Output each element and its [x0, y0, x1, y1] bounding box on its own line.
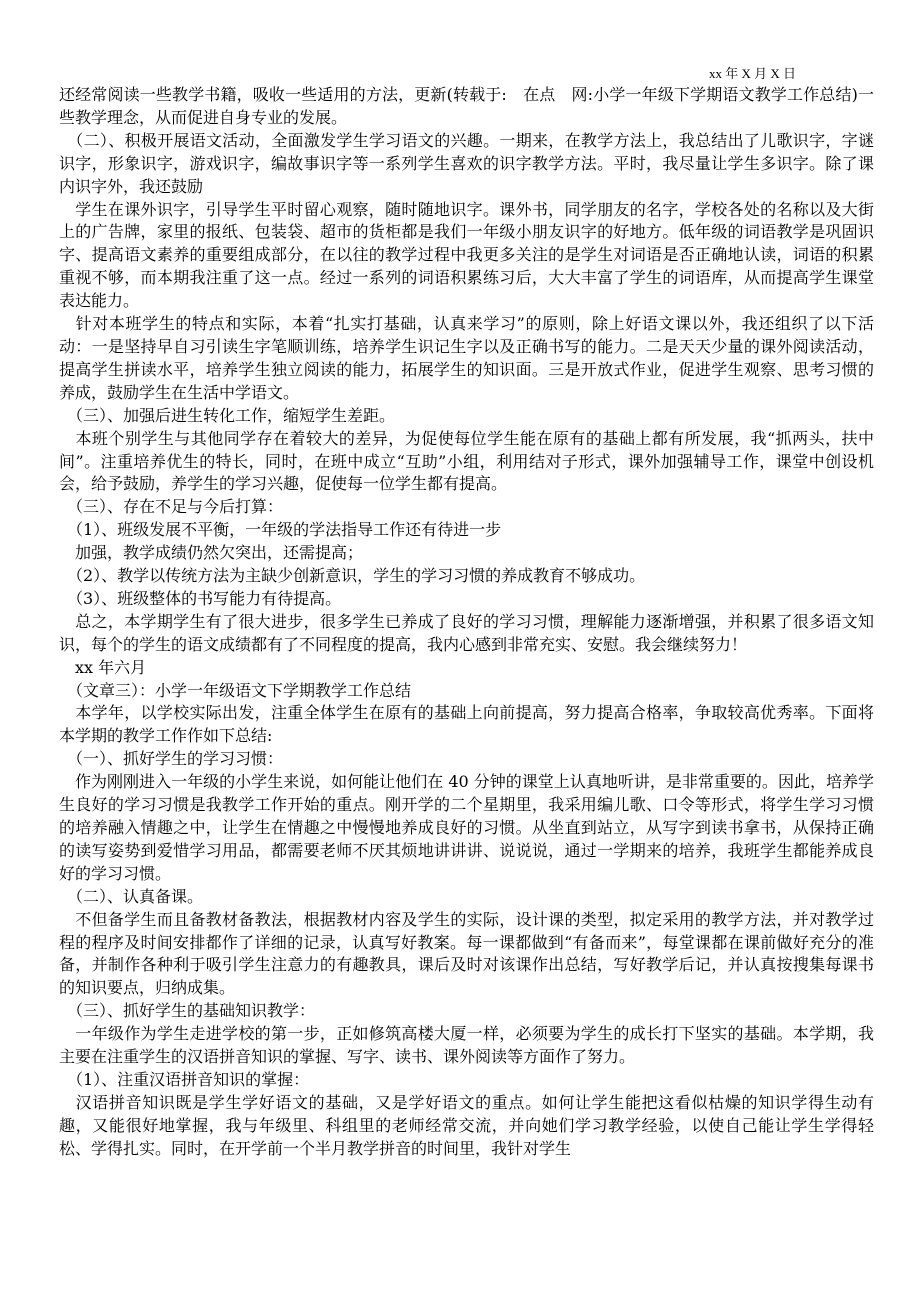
date-line: xx 年六月	[59, 657, 147, 677]
paragraph: 加强，教学成绩仍然欠突出，还需提高；	[59, 543, 364, 563]
section-heading: （二）、认真备课。	[59, 886, 204, 906]
list-item: （2）、教学以传统方法为主缺少创新意识，学生的学习习惯的养成教育不够成功。	[59, 566, 646, 586]
paragraph: 作为刚刚进入一年级的小学生来说，如何能让他们在 40 分钟的课堂上认真地听讲，是非常重要的。因此，培养学生良好的学习习惯是我教学工作开始的重点。刚开学的二个星期里，我采用编儿歌、口令等形式，将学生学习习惯的培养融入情趣之中，让学生在情趣之中慢慢地养成良好的习惯。从坐直到站立，从写字到读书拿书，从保持正确的读写姿势到爱惜学习用品，都需要老师不厌其烦地讲讲讲、说说说，通过一学期来的培养，我班学生都能养成良好的学习习惯。	[59, 772, 874, 883]
paragraph: 针对本班学生的特点和实际，本着“扎实打基础，认真来学习”的原则，除上好语文课以外，我还组织了以下活动：一是坚持早自习引读生字笔顺训练，培养学生识记生字以及正确书写的能力。二是天天少量的课外阅读活动，提高学生拼读水平，培养学生独立阅读的能力，拓展学生的知识面。三是开放式作业，促进学生观察、思考习惯的养成，鼓励学生在生活中学语文。	[59, 314, 874, 402]
section-heading: （一）、抓好学生的学习习惯：	[59, 749, 284, 769]
paragraph: 本班个别学生与其他同学存在着较大的差异，为促使每位学生能在原有的基础上都有所发展，我“抓两头，扶中间”。注重培养优生的特长，同时，在班中成立“互助”小组，利用结对子形式，课外加强辅导工作，课堂中创设机会，给予鼓励，养学生的学习兴趣，促使每一位学生都有提高。	[59, 428, 874, 494]
paragraph: 汉语拼音知识既是学生学好语文的基础，又是学好语文的重点。如何让学生能把这看似枯燥的知识学得生动有趣，又能很好地掌握，我与年级里、科组里的老师经常交流，并向她们学习教学经验，以使自己能让学生学得轻松、学得扎实。同时，在开学前一个半月教学拼音的时间里，我针对学生	[59, 1092, 874, 1158]
list-item: （1）、班级发展不平衡，一年级的学法指导工作还有待进一步	[59, 520, 502, 540]
paragraph: 总之，本学期学生有了很大进步，很多学生已养成了良好的学习习惯，理解能力逐渐增强，并积累了很多语文知识，每个的学生的语文成绩都有了不同程度的提高，我内心感到非常充实、安慰。我会继续努力！	[59, 611, 874, 654]
paragraph: 一年级作为学生走进学校的第一步，正如修筑高楼大厦一样，必须要为学生的成长打下坚实的基础。本学期，我主要在注重学生的汉语拼音知识的掌握、写字、读书、课外阅读等方面作了努力。	[59, 1024, 874, 1067]
article-title: （文章三）：小学一年级语文下学期教学工作总结	[59, 680, 412, 700]
section-heading: （三）、加强后进生转化工作，缩短学生差距。	[59, 405, 396, 425]
paragraph: 不但备学生而且备教材备教法，根据教材内容及学生的实际，设计课的类型，拟定采用的教学方法，并对教学过程的程序及时间安排都作了详细的记录，认真写好教案。每一课都做到“有备而来”，每堂课都在课前做好充分的准备，并制作各种利于吸引学生注意力的有趣教具，课后及时对该课作出总结，写好教学后记，并认真按搜集每课书的知识要点，归纳成集。	[59, 909, 874, 998]
section-heading: （三）、存在不足与今后打算：	[59, 497, 284, 517]
document-body	[59, 84, 874, 1161]
paragraph: 本学年，以学校实际出发，注重全体学生在原有的基础上向前提高，努力提高合格率，争取较高优秀率。下面将本学期的教学工作作如下总结:	[59, 703, 874, 746]
paragraph: 学生在课外识字，引导学生平时留心观察，随时随地识字。课外书，同学朋友的名字，学校各处的名称以及大街上的广告牌，家里的报纸、包装袋、超市的货柜都是我们一年级小朋友识字的好地方。低年级的词语教学是巩固识字、提高语文素养的重要组成部分，在以往的教学过程中我更多关注的是学生对词语是否正确地认读，词语的积累重视不够，而本期我注重了这一点。经过一系列的词语积累练习后，大大丰富了学生的词语库，从而提高学生课堂表达能力。	[59, 199, 874, 311]
list-item: （1）、注重汉语拼音知识的掌握：	[59, 1069, 310, 1089]
paragraph: 还经常阅读一些教学书籍，吸收一些适用的方法，更新(转载于: 在点 网:小学一年级下学期语文教学工作总结)一些教学理念，从而促进自身专业的发展。	[59, 85, 874, 127]
paragraph: （二）、积极开展语文活动，全面激发学生学习语文的兴趣。一期来，在教学方法上，我总结出了儿歌识字，字谜识字，形象识字，游戏识字，编故事识字等一系列学生喜欢的识字教学方法。平时，我尽量让学生多识字。除了课内识字外，我还鼓励	[59, 130, 874, 196]
section-heading: （三）、抓好学生的基础知识教学：	[59, 1001, 316, 1021]
header-date: xx 年 X 月 X 日	[708, 66, 796, 81]
list-item: （3）、班级整体的书写能力有待提高。	[59, 588, 342, 608]
